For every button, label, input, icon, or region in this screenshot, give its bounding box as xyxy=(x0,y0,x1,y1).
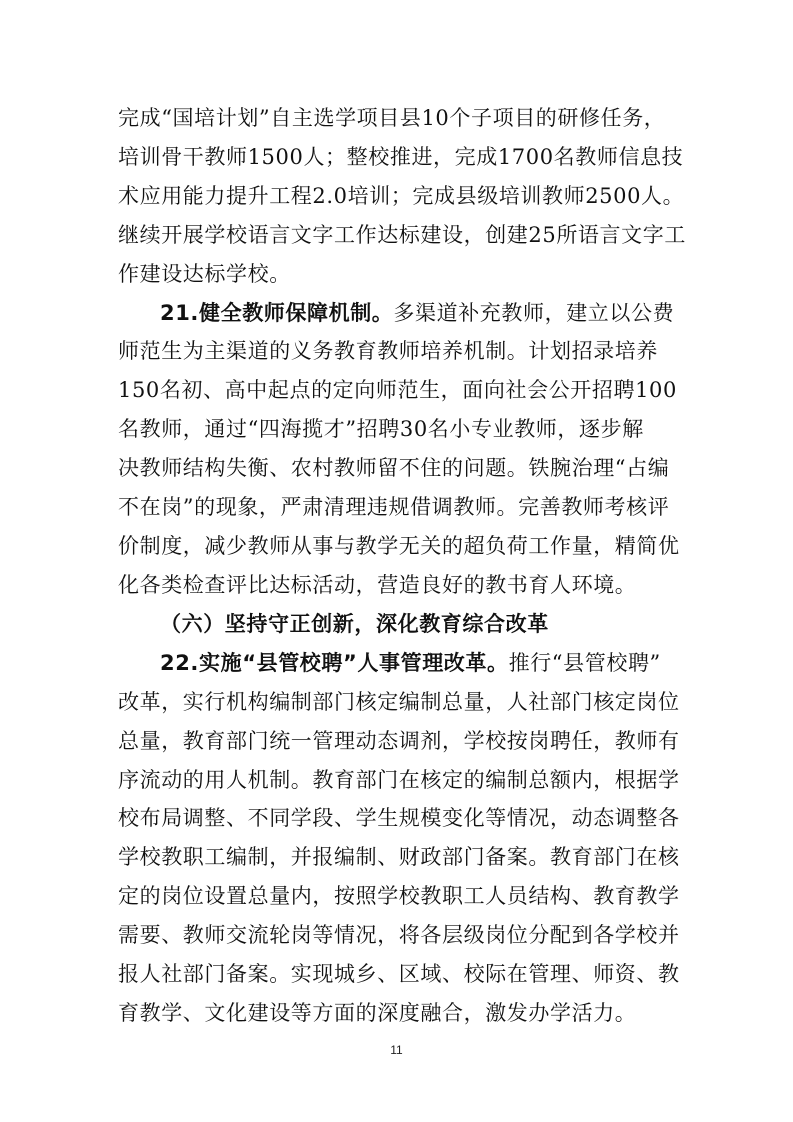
paragraph-line: 育教学、文化建设等方面的深度融合，激发办学活力。 xyxy=(118,1001,637,1025)
paragraph-line: 继续开展学校语言文字工作达标建设，创建25所语言文字工 xyxy=(118,223,686,247)
paragraph-line: 师范生为主渠道的义务教育教师培养机制。计划招录培养 xyxy=(118,339,658,363)
paragraph-line: 总量，教育部门统一管理动态调剂，学校按岗聘任，教师有 xyxy=(118,729,680,753)
item-22-text: 推行“县管校聘” xyxy=(508,651,661,675)
item-21-text: 多渠道补充教师，建立以公费 xyxy=(393,301,675,325)
section-6-heading: （六）坚持守正创新，深化教育综合改革 xyxy=(160,612,549,636)
paragraph-line: 序流动的用人机制。教育部门在核定的编制总额内，根据学 xyxy=(118,768,680,792)
item-22-first-line xyxy=(160,650,720,676)
paragraph-line: 决教师结构失衡、农村教师留不住的问题。铁腕治理“占编 xyxy=(118,456,670,480)
paragraph-line: 需要、教师交流轮岗等情况，将各层级岗位分配到各学校并 xyxy=(118,923,680,947)
paragraph-line: 术应用能力提升工程2.0培训；完成县级培训教师2500人。 xyxy=(118,184,685,208)
paragraph-line: 报人社部门备案。实现城乡、区域、校际在管理、师资、教 xyxy=(118,962,680,986)
paragraph-line: 不在岗”的现象，严肃清理违规借调教师。完善教师考核评 xyxy=(118,495,670,519)
paragraph-line: 150名初、高中起点的定向师范生，面向社会公开招聘100 xyxy=(118,378,677,402)
paragraph-line: 学校教职工编制，并报编制、财政部门备案。教育部门在核 xyxy=(118,845,680,869)
paragraph-line: 改革，实行机构编制部门核定编制总量，人社部门核定岗位 xyxy=(118,690,680,714)
paragraph-line: 价制度，减少教师从事与教学无关的超负荷工作量，精简优 xyxy=(118,534,680,558)
paragraph-line: 培训骨干教师1500人；整校推进，完成1700名教师信息技 xyxy=(118,145,684,169)
item-21-heading: 21.健全教师保障机制。 xyxy=(160,301,394,325)
paragraph-line: 化各类检查评比达标活动，营造良好的教书育人环境。 xyxy=(118,573,637,597)
page-number: 11 xyxy=(390,1043,403,1057)
paragraph-line: 作建设达标学校。 xyxy=(118,262,291,286)
paragraph-line: 名教师，通过“四海揽才”招聘30名小专业教师，逐步解 xyxy=(118,417,644,441)
item-22-heading: 22.实施“县管校聘”人事管理改革。 xyxy=(160,651,509,675)
paragraph-line: 完成“国培计划”自主选学项目县10个子项目的研修任务， xyxy=(118,106,666,130)
item-21-first-line xyxy=(160,300,720,326)
paragraph-line: 校布局调整、不同学段、学生规模变化等情况，动态调整各 xyxy=(118,806,680,830)
paragraph-line: 定的岗位设置总量内，按照学校教职工人员结构、教育教学 xyxy=(118,884,680,908)
